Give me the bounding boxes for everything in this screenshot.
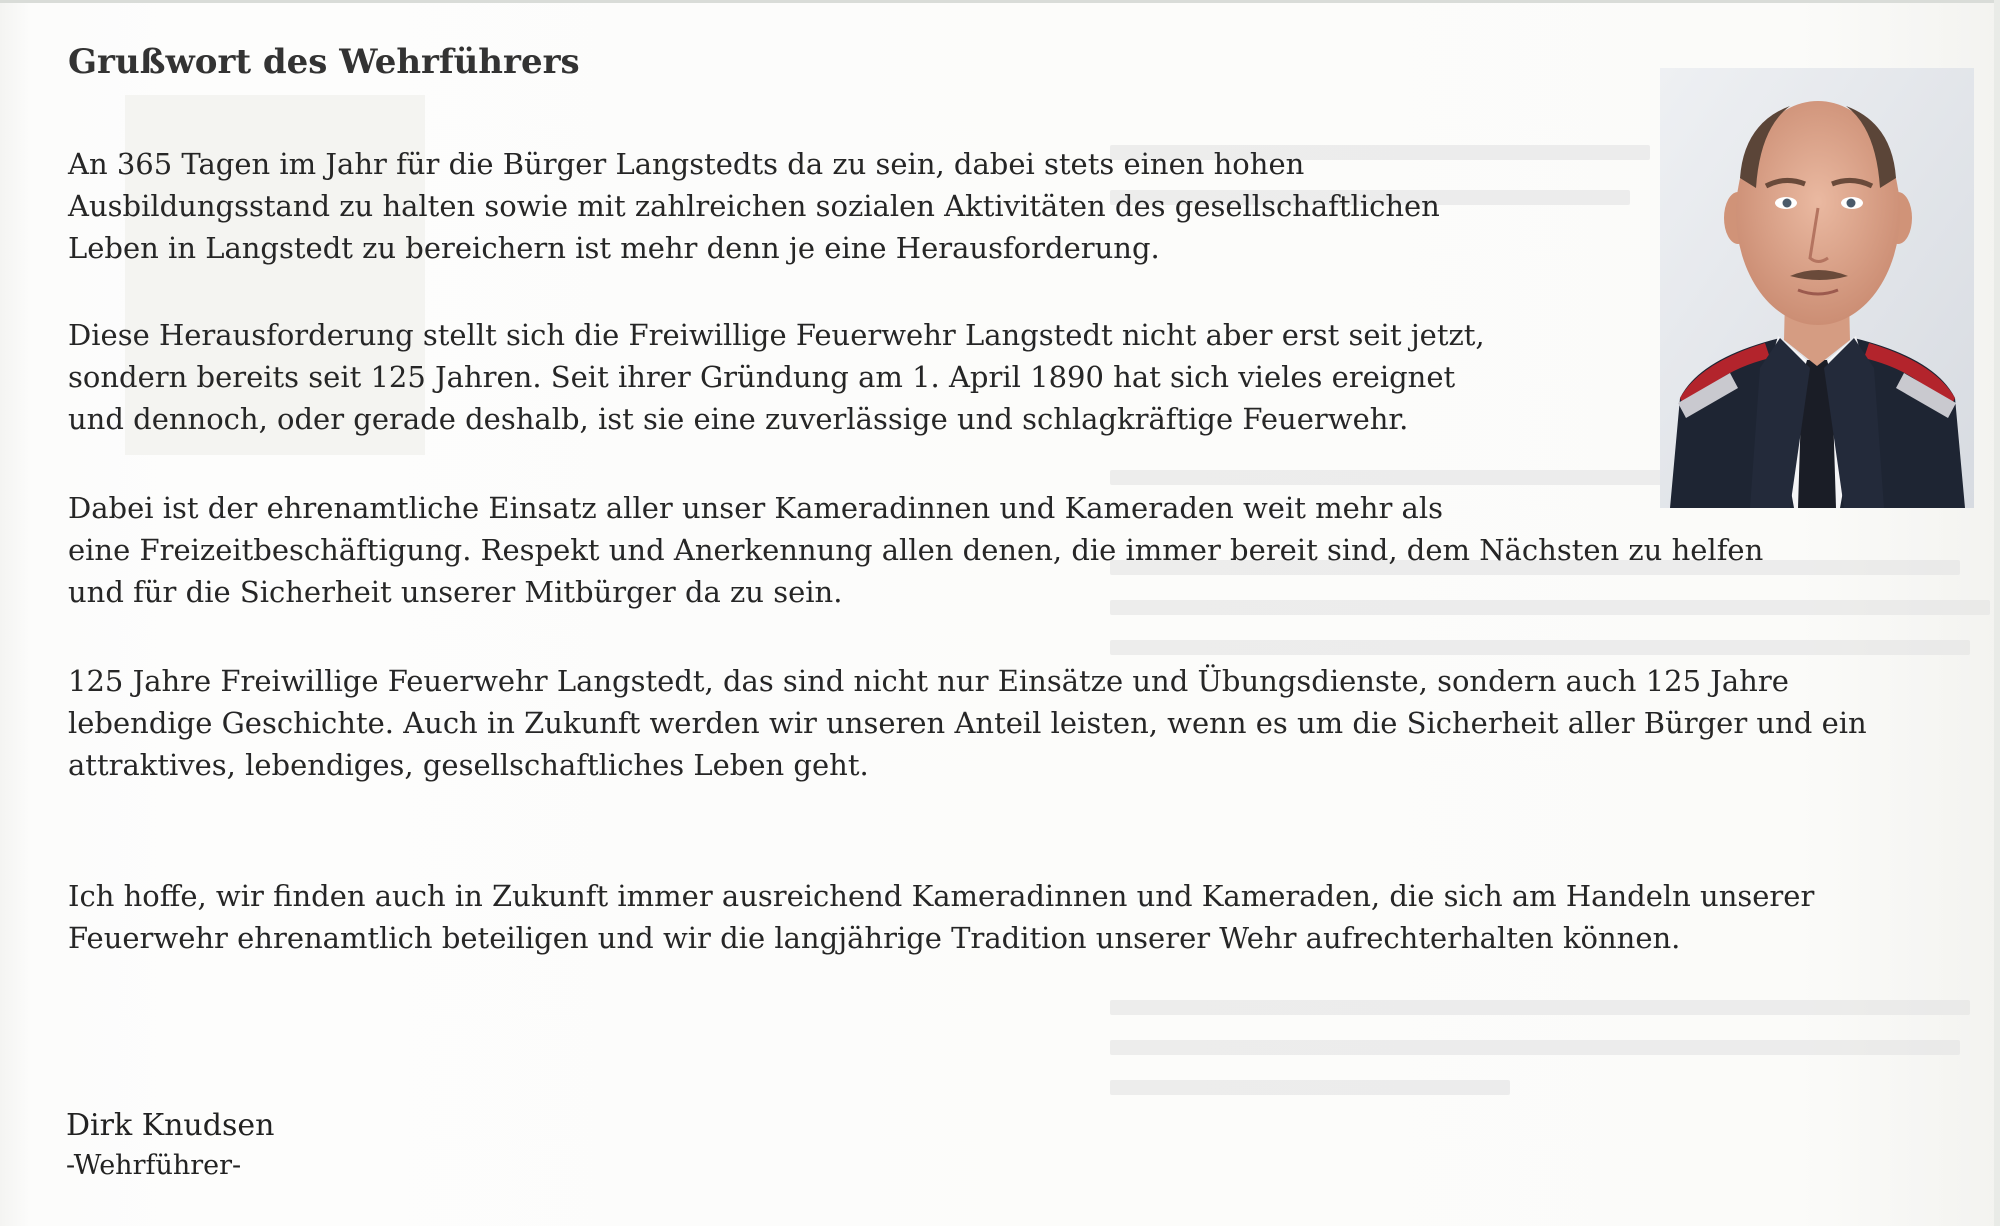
paragraph-2 [68,314,1485,440]
paragraph-line: lebendige Geschichte. Auch in Zukunft werden wir unseren Anteil leisten, wenn es um die Sicherheit aller Bürger und ein [68,706,1867,740]
paragraph-line: Ausbildungsstand zu halten sowie mit zahlreichen sozialen Aktivitäten des gesellschaftlichen [68,189,1440,223]
page-right-edge [1994,0,2000,1226]
paragraph-line: Diese Herausforderung stellt sich die Freiwillige Feuerwehr Langstedt nicht aber erst seit jetzt, [68,318,1485,352]
paragraph-line: An 365 Tagen im Jahr für die Bürger Langstedts da zu sein, dabei stets einen hohen [68,147,1305,181]
paragraph-line: Feuerwehr ehrenamtlich beteiligen und wir die langjährige Tradition unserer Wehr aufrechterhalten können. [68,921,1681,955]
page-title: Grußwort des Wehrführers [68,42,580,82]
paragraph-line: 125 Jahre Freiwillige Feuerwehr Langstedt, das sind nicht nur Einsätze und Übungsdienste, sondern auch 125 Jahre [68,664,1789,698]
paragraph-line: eine Freizeitbeschäftigung. Respekt und Anerkennung allen denen, die immer bereit sind, dem Nächsten zu helfen [68,533,1764,567]
paragraph-3 [68,487,1763,613]
bleed-through-line [1110,640,1970,655]
paragraph-line: Leben in Langstedt zu bereichern ist mehr denn je eine Herausforderung. [68,231,1160,265]
bleed-through-line [1110,1000,1970,1015]
portrait-photo [1660,68,1974,508]
paragraph-1 [68,143,1440,269]
paragraph-line: attraktives, lebendiges, gesellschaftliches Leben geht. [68,748,869,782]
page-top-edge [0,0,2000,3]
paragraph-5 [68,875,1814,959]
paragraph-4 [68,660,1867,786]
paragraph-line: sondern bereits seit 125 Jahren. Seit ihrer Gründung am 1. April 1890 hat sich vieles ereignet [68,360,1456,394]
signature-name: Dirk Knudsen [66,1108,275,1143]
paragraph-line: Ich hoffe, wir finden auch in Zukunft immer ausreichend Kameradinnen und Kameraden, die sich am Handeln unserer [68,879,1815,913]
bleed-through-line [1110,470,1670,485]
bleed-through-line [1110,1040,1960,1055]
paragraph-line: und dennoch, oder gerade deshalb, ist sie eine zuverlässige und schlagkräftige Feuerwehr. [68,402,1409,436]
paragraph-line: und für die Sicherheit unserer Mitbürger da zu sein. [68,575,843,609]
signature-role: -Wehrführer- [66,1150,242,1181]
bleed-through-line [1110,1080,1510,1095]
paragraph-line: Dabei ist der ehrenamtliche Einsatz aller unser Kameradinnen und Kameraden weit mehr als [68,491,1443,525]
portrait-photo-icon [1660,68,1974,508]
